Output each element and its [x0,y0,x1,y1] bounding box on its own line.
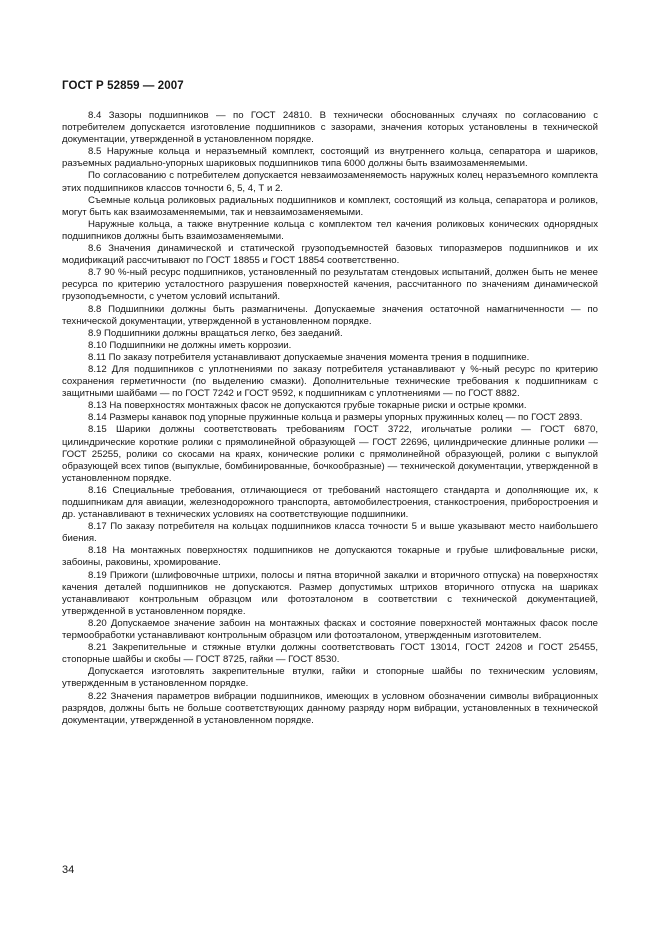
paragraph-8-4: 8.4 Зазоры подшипников — по ГОСТ 24810. В технически обоснованных случаях по согласованию с потребителем допускается изготовление подшипников с зазорами, значения которых установлены в технической документации, утвержденной в установленном порядке. [62,110,598,146]
paragraph-8-22: 8.22 Значения параметров вибрации подшипников, имеющих в условном обозначении символы вибрационных разрядов, должны быть не больше соответствующих данному разряду норм вибрации, установленных в технической документации, утвержденной в установленном порядке. [62,690,598,726]
paragraph-8-9: 8.9 Подшипники должны вращаться легко, без заеданий. [88,327,343,339]
paragraph-8-21-note: Допускается изготовлять закрепительные втулки, гайки и стопорные шайбы по техническим условиям, утвержденным в установленном порядке. [62,666,598,690]
paragraph-8-16: 8.16 Специальные требования, отличающиеся от требований настоящего стандарта и дополняющие их, к подшипникам для авиации, железнодорожного транспорта, автомобилестроения, станкостроения, приборостроения и др. устанавливают в технических условиях на соответствующие подшипники. [62,484,598,521]
paragraph-8-6: 8.6 Значения динамической и статической грузоподъемностей базовых типоразмеров подшипников и их модификаций рассчитывают по ГОСТ 18855 и ГОСТ 18854 соответственно. [62,243,598,267]
paragraph-8-5-note-1: По согласованию с потребителем допускается невзаимозаменяемость наружных колец неразъемного комплекта этих подшипников классов точности 6, 5, 4, Т и 2. [62,170,598,194]
paragraph-8-5: 8.5 Наружные кольца и неразъемный комплект, состоящий из внутреннего кольца, сепаратора и шариков, разъемных радиально-упорных шариковых подшипников типа 6000 должны быть взаимозаменяемыми. [62,146,598,170]
paragraph-8-18: 8.18 На монтажных поверхностях подшипников не допускаются токарные и грубые шлифовальные риски, забоины, раковины, хромирование. [62,545,598,569]
paragraph-8-17: 8.17 По заказу потребителя на кольцах подшипников класса точности 5 и выше указывают место наибольшего биения. [62,521,598,545]
page-number: 34 [62,864,75,876]
paragraph-8-7: 8.7 90 %-ный ресурс подшипников, установленный по результатам стендовых испытаний, должен быть не менее ресурса по критерию усталостного разрушения поверхностей качения, рассчитанного по значениям динамической грузоподъемности, с учетом условий испытаний. [62,267,598,303]
paragraph-8-19: 8.19 Прижоги (шлифовочные штрихи, полосы и пятна вторичной закалки и вторичного отпуска) на поверхностях качения деталей подшипников не допускаются. Размер допустимых штрихов вторичного отпуска на шариках устанавливают контрольным образцом или фотоэталоном в соответствии с технической документацией, утвержденной в установленном порядке. [62,569,598,617]
paragraph-8-5-note-2: Съемные кольца роликовых радиальных подшипников и комплект, состоящий из кольца, сепаратора и роликов, могут быть как взаимозаменяемыми, так и невзаимозаменяемыми. [62,194,598,218]
paragraph-8-21: 8.21 Закрепительные и стяжные втулки должны соответствовать ГОСТ 13014, ГОСТ 24208 и ГОСТ 25455, стопорные шайбы и скобы — ГОСТ 8725, гайки — ГОСТ 8530. [62,642,598,666]
paragraph-8-5-note-3: Наружные кольца, а также внутренние кольца с комплектом тел качения роликовых конических однорядных подшипников должны быть взаимозаменяемыми. [62,218,598,242]
paragraph-8-15: 8.15 Шарики должны соответствовать требованиям ГОСТ 3722, игольчатые ролики — ГОСТ 6870, цилиндрические короткие ролики с прямолинейной образующей — ГОСТ 22696, цилиндрические длинные ролики — ГОСТ 25255, ролики со скосами на краях, конические ролики с прямолинейной образующей, ролики с выпуклой образующей всех типов (выпуклые, бомбинированные, бочкообразные) — технической документации, утвержденной в установленном порядке. [62,424,598,484]
paragraph-8-8: 8.8 Подшипники должны быть размагничены. Допускаемые значения остаточной намагниченности — по технической документации, утвержденной в установленном порядке. [62,303,598,327]
paragraph-8-14: 8.14 Размеры канавок под упорные пружинные кольца и размеры упорных пружинных колец — по ГОСТ 2893. [88,412,583,424]
paragraph-8-13: 8.13 На поверхностях монтажных фасок не допускаются грубые токарные риски и острые кромки. [88,400,527,412]
paragraph-8-20: 8.20 Допускаемое значение забоин на монтажных фасках и состояние поверхностей монтажных фасок после термообработки устанавливают контрольным образцом или фотоэталоном, утвержденным изготовителем. [62,617,598,642]
paragraph-8-12: 8.12 Для подшипников с уплотнениями по заказу потребителя устанавливают γ %-ный ресурс по критерию сохранения герметичности (по выделению смазки). Дополнительные технические требования к подшипникам с защитными шайбами — по ГОСТ 7242 и ГОСТ 9592, к подшипникам с уплотнениями — по ГОСТ 8882. [62,363,598,400]
document-header: ГОСТ Р 52859 — 2007 [62,80,184,92]
paragraph-8-10: 8.10 Подшипники не должны иметь коррозии. [88,339,292,351]
paragraph-8-11: 8.11 По заказу потребителя устанавливают допускаемые значения момента трения в подшипнике. [88,351,530,363]
document-body [62,110,598,727]
